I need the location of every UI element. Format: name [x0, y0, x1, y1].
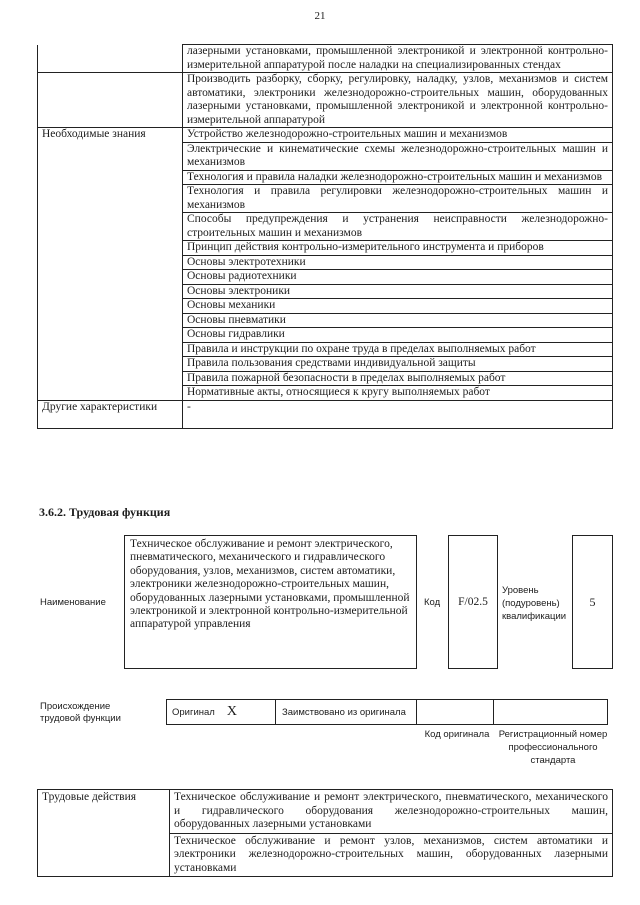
- section-heading: 3.6.2. Трудовая функция: [39, 505, 171, 519]
- labor-actions-table: [37, 789, 613, 877]
- knowledge-cell: Правила пожарной безопасности в пределах выполняемых работ: [183, 371, 613, 386]
- name-label: Наименование: [40, 597, 106, 608]
- qualification-level-box: 5: [572, 535, 613, 669]
- knowledge-cell: Устройство железнодорожно-строительных машин и механизмов: [183, 128, 613, 143]
- knowledge-cell: Основы электроники: [183, 284, 613, 299]
- origin-label: Происхождение трудовой функции: [40, 701, 121, 724]
- labor-action-cell: Техническое обслуживание и ремонт узлов, механизмов, систем автоматики и электроники железнодорожно-строительных машин, оборудованных лазерными установками: [170, 833, 613, 877]
- skill-cell: лазерными установками, промышленной электроникой и электронной контрольно-измерительной аппаратурой после наладки на специализированных стендах: [183, 45, 613, 73]
- knowledge-cell: Правила пользования средствами индивидуальной защиты: [183, 357, 613, 372]
- function-code-box: F/02.5: [448, 535, 498, 669]
- original-cell: [166, 699, 276, 725]
- borrowed-label: Заимствовано из оригинала: [275, 699, 417, 725]
- empty-label-cell: [38, 45, 183, 73]
- knowledge-cell: Способы предупреждения и устранения неисправности железнодорожно-строительных машин и механизмов: [183, 213, 613, 241]
- function-name-box: Техническое обслуживание и ремонт электрического, пневматического, механического и гидравлического оборудования, узлов, механизмов, систем автоматики, электроники железнодорожно-строительных машин, оборудованных лазерными установками, промышленной электроникой и электронной контрольно-измерительной аппаратурой управления: [124, 535, 417, 669]
- skill-cell: Производить разборку, сборку, регулировку, наладку, узлов, механизмов и систем автоматики, электроники железнодорожно-строительных машин, оборудованных лазерными установками, промышленной электроникой и электронной контрольно-измерительной аппаратурой: [183, 73, 613, 128]
- knowledge-cell: Правила и инструкции по охране труда в пределах выполняемых работ: [183, 342, 613, 357]
- knowledge-cell: Основы электротехники: [183, 255, 613, 270]
- knowledge-cell: Нормативные акты, относящиеся к кругу выполняемых работ: [183, 386, 613, 401]
- knowledge-cell: Основы гидравлики: [183, 328, 613, 343]
- labor-action-cell: Техническое обслуживание и ремонт электрического, пневматического, механического и гидравлического оборудования железнодорожно-строительных машин, оборудованных лазерными установками: [170, 790, 613, 834]
- knowledge-cell: Технология и правила наладки железнодорожно-строительных машин и механизмов: [183, 170, 613, 185]
- registration-number-cell: [493, 699, 608, 725]
- code-label: Код: [424, 597, 441, 608]
- original-label: Оригинал: [172, 706, 215, 718]
- knowledge-cell: Электрические и кинематические схемы железнодорожно-строительных машин и механизмов: [183, 142, 613, 170]
- other-characteristics-value: -: [183, 400, 613, 428]
- requirements-table: [37, 44, 613, 429]
- original-code-cell: [416, 699, 494, 725]
- qualification-level-label: Уровень (подуровень) квалификации: [502, 585, 567, 622]
- original-mark: X: [226, 704, 237, 719]
- knowledge-cell: Основы пневматики: [183, 313, 613, 328]
- knowledge-cell: Основы радиотехники: [183, 270, 613, 285]
- empty-label-cell: [38, 73, 183, 128]
- knowledge-label: Необходимые знания: [38, 128, 183, 401]
- knowledge-cell: Технология и правила регулировки железнодорожно-строительных машин и механизмов: [183, 185, 613, 213]
- knowledge-cell: Принцип действия контрольно-измерительного инструмента и приборов: [183, 241, 613, 256]
- labor-actions-label: Трудовые действия: [38, 790, 170, 877]
- registration-number-caption: Регистрационный номер профессионального стандарта: [498, 729, 608, 766]
- other-characteristics-label: Другие характеристики: [38, 400, 183, 428]
- original-code-caption: Код оригинала: [424, 729, 490, 740]
- page-number: 21: [314, 10, 326, 22]
- knowledge-cell: Основы механики: [183, 299, 613, 314]
- origin-row: [167, 699, 609, 725]
